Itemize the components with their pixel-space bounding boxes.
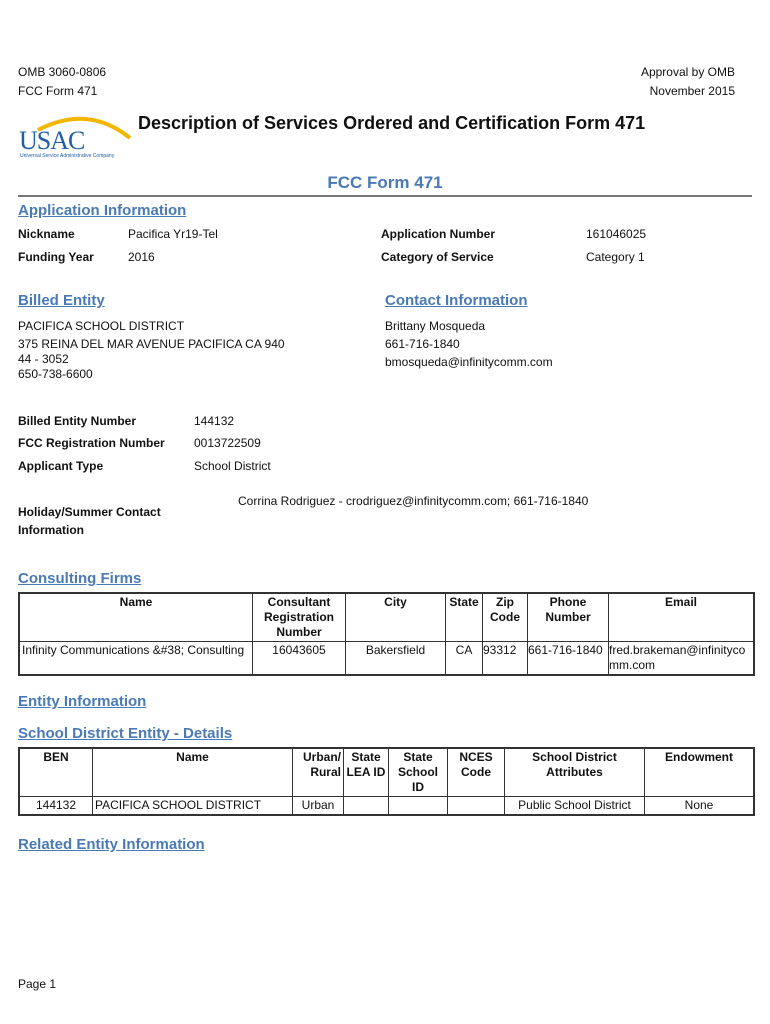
consultant-zip: 93312 (483, 642, 528, 676)
consultant-name: Infinity Communications &#38; Consulting (19, 642, 253, 676)
billed-entity-address: 375 REINA DEL MAR AVENUE PACIFICA CA 940 (18, 337, 285, 351)
contact-info-heading: Contact Information (385, 292, 528, 309)
ben-label: Billed Entity Number (18, 414, 137, 428)
entity-ben: 144132 (19, 797, 93, 816)
column-header: BEN (19, 748, 93, 797)
column-header: State LEA ID (344, 748, 389, 797)
column-header: NCES Code (448, 748, 505, 797)
category-label: Category of Service (381, 250, 494, 264)
omb-number: OMB 3060-0806 (18, 65, 107, 79)
funding-year-label: Funding Year (18, 250, 94, 264)
applicant-type-label: Applicant Type (18, 459, 104, 473)
ben-value: 144132 (194, 414, 235, 428)
applicant-type-value: School District (194, 459, 271, 473)
column-header: Urban/ Rural (293, 748, 344, 797)
approval-date: November 2015 (649, 84, 735, 98)
table-row (19, 642, 754, 676)
nickname-label: Nickname (18, 227, 75, 241)
divider (18, 195, 752, 197)
entity-lea-id (344, 797, 389, 816)
billed-entity-name: PACIFICA SCHOOL DISTRICT (18, 319, 185, 333)
page-title: Description of Services Ordered and Certification Form 471 (138, 113, 646, 133)
entity-info-heading: Entity Information (18, 693, 147, 710)
entity-endowment: None (645, 797, 755, 816)
fcc-reg-value: 0013722509 (194, 436, 261, 450)
table-header-row (19, 748, 754, 797)
nickname-value: Pacifica Yr19-Tel (128, 227, 218, 241)
usac-logo: USAC Universal Service Administrative Company (18, 112, 133, 162)
consultant-state: CA (446, 642, 483, 676)
entity-urban-rural: Urban (293, 797, 344, 816)
application-number-label: Application Number (381, 227, 496, 241)
table-row (19, 797, 754, 816)
related-entity-heading: Related Entity Information (18, 836, 205, 853)
consulting-firms-heading: Consulting Firms (18, 570, 142, 587)
consultant-phone: 661-716-1840 (528, 642, 609, 676)
consultant-city: Bakersfield (346, 642, 446, 676)
entity-nces-code (448, 797, 505, 816)
contact-block (385, 317, 553, 371)
billed-entity-address-2: 44 - 3052 (18, 352, 69, 366)
entity-school-id (389, 797, 448, 816)
column-header: State (446, 593, 483, 642)
holiday-contact-label: Holiday/Summer Contact Information (18, 505, 161, 537)
application-number-value: 161046025 (586, 227, 647, 241)
application-info-heading: Application Information (18, 202, 187, 219)
consultant-reg-number: 16043605 (253, 642, 346, 676)
holiday-contact-value: Corrina Rodriguez - crodriguez@infinitycomm.com; 661-716-1840 (238, 494, 589, 508)
school-district-details-heading: School District Entity - Details (18, 725, 233, 742)
entity-name: PACIFICA SCHOOL DISTRICT (93, 797, 293, 816)
column-header: Phone Number (528, 593, 609, 642)
billed-entity-phone: 650-738-6600 (18, 367, 93, 381)
column-header: Consultant Registration Number (253, 593, 346, 642)
column-header: State School ID (389, 748, 448, 797)
consultant-email: fred.brakeman@infinitycomm.com (609, 642, 755, 676)
approval-text: Approval by OMB (640, 65, 735, 79)
contact-name: Brittany Mosqueda (385, 319, 486, 333)
category-value: Category 1 (586, 250, 645, 264)
billed-entity-block (18, 317, 285, 382)
form-subtitle: FCC Form 471 (327, 173, 443, 192)
form-number: FCC Form 471 (18, 84, 98, 98)
table-header-row (19, 593, 754, 642)
column-header: Endowment (645, 748, 755, 797)
column-header: Email (609, 593, 755, 642)
fcc-reg-label: FCC Registration Number (18, 436, 165, 450)
column-header: Name (19, 593, 253, 642)
page-number: Page 1 (18, 977, 57, 991)
contact-phone: 661-716-1840 (385, 337, 460, 351)
billed-entity-heading: Billed Entity (18, 292, 105, 309)
column-header: Zip Code (483, 593, 528, 642)
column-header: Name (93, 748, 293, 797)
consulting-firms-table (18, 592, 755, 676)
column-header: City (346, 593, 446, 642)
funding-year-value: 2016 (128, 250, 155, 264)
entity-details-table (18, 747, 755, 816)
entity-attributes: Public School District (505, 797, 645, 816)
contact-email: bmosqueda@infinitycomm.com (385, 355, 553, 369)
column-header: School District Attributes (505, 748, 645, 797)
